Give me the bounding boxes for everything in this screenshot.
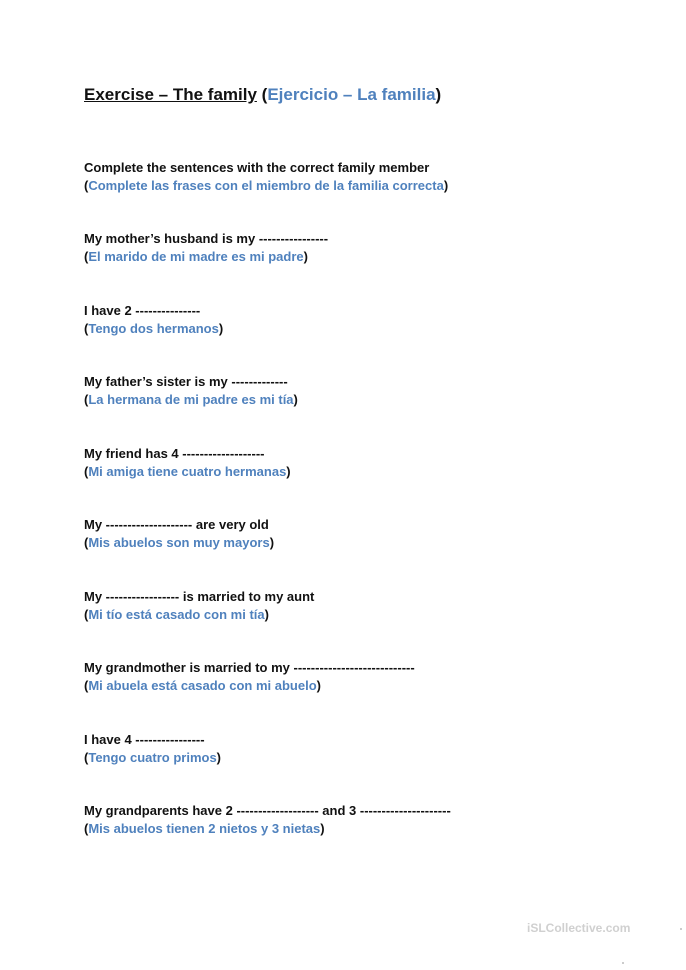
sentence-english: My father’s sister is my ------------- — [84, 374, 288, 389]
instruction-spanish: Complete las frases con el miembro de la familia correcta — [88, 178, 444, 193]
sentence-english: My friend has 4 ------------------- — [84, 445, 265, 461]
sentence-english: My grandparents have 2 ------------------- and 3 --------------------- — [84, 803, 451, 818]
title-english: Exercise – The family — [84, 85, 257, 104]
sentence-spanish: Tengo cuatro primos — [88, 749, 217, 765]
sentence-item: I have 4 ---------------- (Tengo cuatro primos) — [84, 731, 222, 765]
page-title: Exercise – The family (Ejercicio – La familia) — [84, 85, 442, 104]
speck — [680, 928, 682, 930]
watermark: iSLCollective.com — [527, 921, 631, 935]
speck — [622, 962, 624, 964]
sentence-item: My father’s sister is my ------------- (La hermana de mi padre es mi tía) — [84, 374, 298, 407]
sentence-spanish: Mis abuelos son muy mayors — [88, 535, 270, 550]
title-spanish: Ejercicio – La familia — [267, 85, 436, 104]
sentence-item: My ----------------- is married to my aunt (Mi tío está casado con mi tía) — [84, 588, 315, 622]
sentence-spanish: Mis abuelos tienen 2 nietos y 3 nietas — [88, 821, 321, 836]
sentence-english: My mother’s husband is my ---------------- — [84, 231, 329, 246]
sentence-english: I have 2 --------------- — [84, 302, 201, 318]
sentence-english: I have 4 ---------------- — [84, 731, 205, 747]
sentence-spanish: Mi tío está casado con mi tía — [88, 606, 265, 622]
sentence-item: My -------------------- are very old (Mis abuelos son muy mayors) — [84, 517, 275, 550]
instruction-english: Complete the sentences with the correct family member — [84, 160, 430, 175]
sentence-item: My friend has 4 ------------------- (Mi amiga tiene cuatro hermanas) — [84, 445, 291, 479]
sentence-item: I have 2 --------------- (Tengo dos hermanos) — [84, 302, 224, 336]
sentence-spanish: Tengo dos hermanos — [88, 320, 219, 336]
sentence-english: My -------------------- are very old — [84, 517, 269, 532]
sentence-spanish: Mi amiga tiene cuatro hermanas — [88, 463, 287, 479]
sentence-item: My grandparents have 2 ------------------- and 3 --------------------- (Mis abuelos tienen 2 nietos y 3 nietas) — [84, 803, 451, 836]
instruction: Complete the sentences with the correct family member (Complete las frases con el miembro de la familia correcta) — [84, 160, 449, 193]
sentence-english: My ----------------- is married to my aunt — [84, 588, 315, 604]
sentence-spanish: El marido de mi madre es mi padre — [88, 249, 304, 264]
sentence-item: My grandmother is married to my ---------------------------- (Mi abuela está casado con mi abuelo) — [84, 660, 415, 693]
sentence-item: My mother’s husband is my ---------------- (El marido de mi madre es mi padre) — [84, 231, 329, 264]
sentence-spanish: Mi abuela está casado con mi abuelo — [88, 678, 317, 693]
sentence-spanish: La hermana de mi padre es mi tía — [88, 392, 294, 407]
sentence-english: My grandmother is married to my ---------------------------- — [84, 660, 415, 675]
